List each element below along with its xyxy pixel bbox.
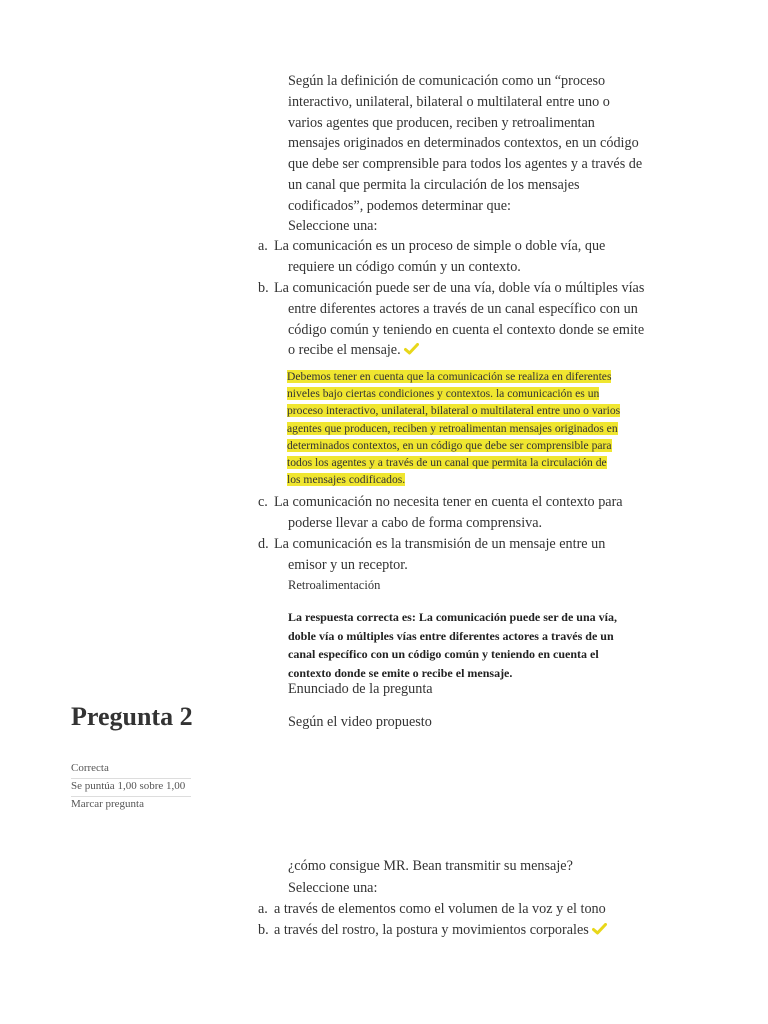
q2-option-b-letter[interactable]: b.	[258, 922, 269, 938]
question-1-text	[288, 71, 673, 217]
q2-option-b[interactable]	[274, 920, 674, 942]
question-text-line: varios agentes que producen, reciben y retroalimentan	[288, 114, 595, 131]
flag-question-link[interactable]: Marcar pregunta	[71, 798, 144, 810]
option-text-line: código común y teniendo en cuenta el contexto donde se emite	[288, 321, 645, 338]
checkmark-icon	[592, 921, 607, 942]
option-text-line: La comunicación puede ser de una vía, doble vía o múltiples vías	[274, 280, 645, 296]
question-text-line: mensajes originados en determinados contextos, en un código	[288, 135, 639, 152]
option-text-line: requiere un código común y un contexto.	[288, 258, 521, 275]
option-a-letter[interactable]: a.	[258, 238, 268, 254]
question-2-prompt: ¿cómo consigue MR. Bean transmitir su mensaje?	[288, 858, 573, 874]
option-feedback	[287, 368, 669, 488]
option-text-line: La comunicación es un proceso de simple o doble vía, que	[274, 238, 606, 254]
correct-answer-line: doble vía o múltiples vías entre diferentes actores a través de un	[288, 628, 614, 643]
feedback-line: todos los agentes y a través de un canal que permita la circulación de	[287, 456, 607, 470]
correct-answer-line: canal específico con un código común y teniendo en cuenta el	[288, 647, 599, 662]
feedback-line: proceso interactivo, unilateral, bilateral o multilateral entre uno o varios	[287, 404, 621, 418]
feedback-line: los mensajes codificados.	[287, 473, 406, 487]
question-2-title: Pregunta 2	[71, 702, 193, 731]
option-text-line: poderse llevar a cabo de forma comprensiva.	[288, 514, 543, 531]
q2-option-a[interactable]: a través de elementos como el volumen de la voz y el tono	[274, 901, 606, 917]
feedback-line: determinados contextos, en un código que debe ser comprensible para	[287, 438, 612, 452]
question-text-line: Según la definición de comunicación como un “proceso	[288, 73, 606, 89]
option-b-letter[interactable]: b.	[258, 280, 269, 296]
option-c[interactable]	[274, 492, 674, 534]
correct-answer-line: contexto donde se emite o recibe el mensaje.	[288, 665, 513, 680]
select-one-label: Seleccione una:	[288, 218, 378, 234]
q2-option-a-letter[interactable]: a.	[258, 901, 268, 917]
option-c-letter[interactable]: c.	[258, 494, 268, 510]
question-2-video-text: Según el video propuesto	[288, 714, 432, 730]
option-text-line: emisor y un receptor.	[288, 556, 408, 573]
option-d-letter[interactable]: d.	[258, 536, 269, 552]
feedback-label: Retroalimentación	[288, 578, 381, 592]
question-text-line: que debe ser comprensible para todos los agentes y a través de	[288, 156, 643, 173]
feedback-line: niveles bajo ciertas condiciones y contextos. la comunicación es un	[287, 387, 600, 401]
correct-answer	[288, 608, 668, 682]
checkmark-icon	[404, 341, 419, 362]
option-b[interactable]	[274, 278, 674, 362]
option-text-line: La comunicación es la transmisión de un mensaje entre un	[274, 536, 606, 552]
question-status: Correcta	[71, 762, 191, 779]
feedback-line: Debemos tener en cuenta que la comunicación se realiza en diferentes	[287, 370, 612, 383]
option-a[interactable]	[274, 236, 674, 278]
option-text: a través del rostro, la postura y movimientos corporales	[274, 922, 589, 938]
question-text-line: codificados”, podemos determinar que:	[288, 197, 511, 214]
question-text-line: un canal que permita la circulación de los mensajes	[288, 176, 580, 193]
feedback-line: agentes que producen, reciben y retroalimentan mensajes originados en	[287, 421, 618, 435]
option-d[interactable]	[274, 534, 674, 576]
correct-answer-line: La respuesta correcta es: La comunicación puede ser de una vía,	[288, 610, 617, 624]
select-one-label: Seleccione una:	[288, 880, 378, 896]
question-text-line: interactivo, unilateral, bilateral o multilateral entre uno o	[288, 93, 610, 110]
option-text-line: La comunicación no necesita tener en cuenta el contexto para	[274, 494, 623, 510]
question-score: Se puntúa 1,00 sobre 1,00	[71, 780, 191, 797]
option-text-line: o recibe el mensaje.	[288, 342, 401, 359]
statement-label: Enunciado de la pregunta	[288, 681, 433, 697]
option-text-line: entre diferentes actores a través de un canal específico con un	[288, 300, 638, 317]
